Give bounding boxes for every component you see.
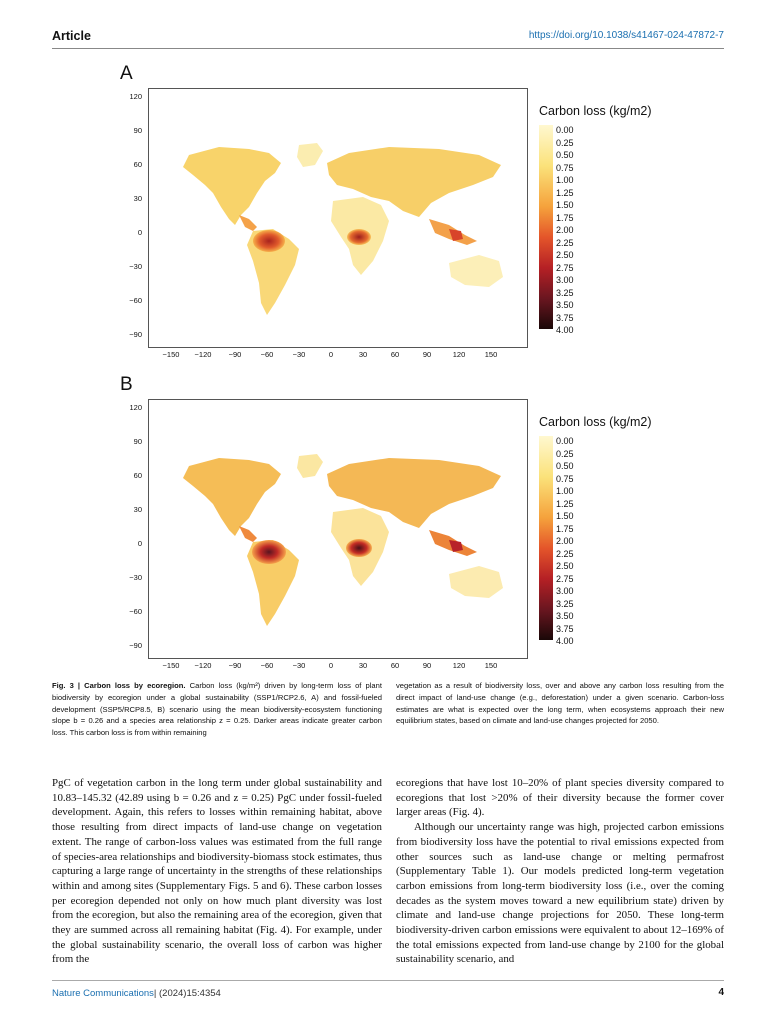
legend-label: 2.75 [556, 573, 574, 584]
y-tick: 120 [129, 403, 142, 412]
caption-text-left: Carbon loss (kg/m²) driven by long-term loss of plant biodiversity by ecoregion under a global sustainability (SSP1/RCP2.6, A) and fossil-fueled development (SSP5/RCP8.5, B) scenario using the mean biodiversity-ecosystem functioning slope b = 0.26 and a species area relationship z = 0.25. Darker areas indicate greater carbon loss. This carbon loss is from within remaining [52, 681, 382, 738]
australia [449, 255, 503, 287]
panel-letter-b: B [120, 374, 133, 395]
world-map-b [149, 400, 527, 658]
colorbar-b [539, 436, 553, 640]
north-america [183, 458, 281, 536]
legend-label: 2.75 [556, 262, 574, 273]
legend-label: 0.50 [556, 461, 574, 471]
legend-label: 3.75 [556, 312, 574, 323]
central-america [239, 526, 257, 542]
legend-label: 0.25 [556, 137, 574, 148]
y-tick: 30 [133, 194, 142, 203]
australia [449, 566, 503, 598]
y-tick: 60 [133, 160, 142, 169]
caption-label: Fig. 3 | Carbon loss by ecoregion. [52, 681, 186, 690]
legend-label: 3.50 [556, 300, 574, 310]
x-tick: −120 [194, 661, 212, 670]
legend-label: 1.75 [556, 212, 574, 223]
y-tick: 30 [133, 505, 142, 514]
legend-label: 2.00 [556, 536, 574, 546]
citation-text: | (2024)15:4354 [153, 988, 221, 999]
legend-label: 0.00 [556, 436, 574, 446]
greenland [297, 454, 323, 478]
legend-label: 1.00 [556, 175, 574, 185]
body-paragraph: PgC of vegetation carbon in the long term under global sustainability and 10.83–145.32 (42.89 using b = 0.26 and z = 0.25) PgC under fossil-fueled development. Again, this refers to losses within remaining habitat, above those resulting from direct impacts of land-use change on vegetation extent. The range of carbon-loss values was estimated from the full range of species-area relationships and biodiversity-biomass stock estimates, thus capturing a large range of uncertainty in the strengths of these relationships within and among sites (Supplementary Figs. 5 and 6). These carbon losses per ecoregion depended not only on how much plant diversity was lost from the ecoregion, but also the remaining area of the ecoregion, given that they are summed across all remaining habitat (Fig. 4). For example, under the global sustainability scenario, the overall loss of carbon was higher from the [52, 777, 382, 966]
x-tick: −30 [292, 661, 306, 670]
legend-title-a: Carbon loss (kg/m2) [539, 104, 652, 118]
y-tick: −90 [129, 330, 142, 339]
amazon-hotspot [253, 230, 285, 252]
colorbar-a [539, 125, 553, 329]
x-tick: −150 [162, 661, 180, 670]
x-tick: 60 [390, 661, 400, 670]
central-america [239, 215, 257, 231]
legend-label: 1.25 [556, 187, 574, 198]
y-tick: −30 [129, 262, 142, 271]
y-tick: 0 [137, 539, 142, 548]
x-tick: −120 [194, 350, 212, 359]
legend-label: 3.00 [556, 275, 574, 285]
body-paragraph: Although our uncertainty range was high, projected carbon emissions from biodiversity loss have the potential to rival emissions expected from other sources such as land-use change or melting permafrost (Supplementary Table 1). Our models predicted long-term vegetation carbon emissions from long-term biodiversity loss (i.e., over the coming decades as the system moves toward a new equilibrium state) driven by climate and land-use change projections for 2050. These long-term biodiversity-driven carbon emissions were equivalent to about 12–169% of the total emissions expected from land-use change by 2100 for the global sustainability scenario, and [396, 821, 724, 966]
x-tick: 0 [328, 350, 334, 359]
legend-label: 2.50 [556, 561, 574, 571]
legend-label: 4.00 [556, 636, 574, 646]
amazon-hotspot [252, 540, 286, 564]
x-tick: 150 [484, 661, 498, 670]
legend-label: 2.50 [556, 250, 574, 260]
x-tick: 0 [328, 661, 334, 670]
legend-label: 1.75 [556, 523, 574, 534]
legend-label: 0.50 [556, 150, 574, 160]
greenland [297, 143, 323, 167]
legend-label: 1.50 [556, 511, 574, 521]
figure-caption-left [52, 680, 382, 739]
x-tick: −90 [228, 350, 242, 359]
legend-label: 2.25 [556, 548, 574, 559]
congo-hotspot [347, 229, 371, 245]
x-tick: 30 [358, 350, 368, 359]
legend-label: 3.50 [556, 611, 574, 621]
page-number: 4 [718, 987, 724, 998]
body-paragraph: ecoregions that have lost 10–20% of plant species diversity compared to ecoregions that lost >20% of their diversity because the former cover larger areas (Fig. 4). [396, 777, 724, 819]
y-tick: 90 [133, 126, 142, 135]
legend-label: 3.25 [556, 287, 574, 298]
map-panel-b [148, 399, 528, 659]
section-label: Article [52, 29, 91, 43]
legend-label: 2.25 [556, 237, 574, 248]
congo-hotspot [346, 539, 372, 557]
legend-label: 1.00 [556, 486, 574, 496]
x-tick: 60 [390, 350, 400, 359]
footer-citation [52, 988, 221, 999]
legend-label: 0.00 [556, 125, 574, 135]
journal-name[interactable]: Nature Communications [52, 988, 154, 999]
y-tick: 0 [137, 228, 142, 237]
north-america [183, 147, 281, 225]
x-tick: −60 [260, 350, 274, 359]
y-tick: −30 [129, 573, 142, 582]
world-map-a [149, 89, 527, 347]
legend-label: 3.00 [556, 586, 574, 596]
legend-label: 3.75 [556, 623, 574, 634]
footer-divider [52, 980, 724, 981]
x-tick: 90 [422, 661, 432, 670]
y-tick: −90 [129, 641, 142, 650]
legend-label: 3.25 [556, 598, 574, 609]
legend-label: 4.00 [556, 325, 574, 335]
x-tick: 30 [358, 661, 368, 670]
body-column-right [396, 776, 724, 967]
legend-title-b: Carbon loss (kg/m2) [539, 415, 652, 429]
x-tick: −90 [228, 661, 242, 670]
x-tick: −150 [162, 350, 180, 359]
x-tick: 120 [452, 350, 466, 359]
legend-label: 0.75 [556, 162, 574, 173]
x-tick: 90 [422, 350, 432, 359]
x-tick: 150 [484, 350, 498, 359]
y-tick: 90 [133, 437, 142, 446]
map-panel-a [148, 88, 528, 348]
x-tick: −30 [292, 350, 306, 359]
y-tick: 120 [129, 92, 142, 101]
legend-label: 1.25 [556, 498, 574, 509]
x-tick: 120 [452, 661, 466, 670]
legend-label: 2.00 [556, 225, 574, 235]
caption-text-right: vegetation as a result of biodiversity loss, over and above any carbon loss resulting from the direct impact of land-use change (e.g., deforestation) under a given scenario. Carbon-loss estimates are what is expected over the long term, when ecosystems approach their new equilibrium states, based on climate and land-use changes projected for 2050. [396, 681, 724, 726]
x-tick: −60 [260, 661, 274, 670]
figure-caption-right [396, 680, 724, 727]
body-column-left [52, 776, 382, 967]
legend-label: 0.75 [556, 473, 574, 484]
legend-label: 1.50 [556, 200, 574, 210]
doi-link[interactable]: https://doi.org/10.1038/s41467-024-47872-7 [528, 30, 724, 41]
legend-label: 0.25 [556, 448, 574, 459]
header-divider [52, 48, 724, 49]
y-tick: −60 [129, 296, 142, 305]
panel-letter-a: A [120, 63, 133, 84]
y-tick: −60 [129, 607, 142, 616]
y-tick: 60 [133, 471, 142, 480]
